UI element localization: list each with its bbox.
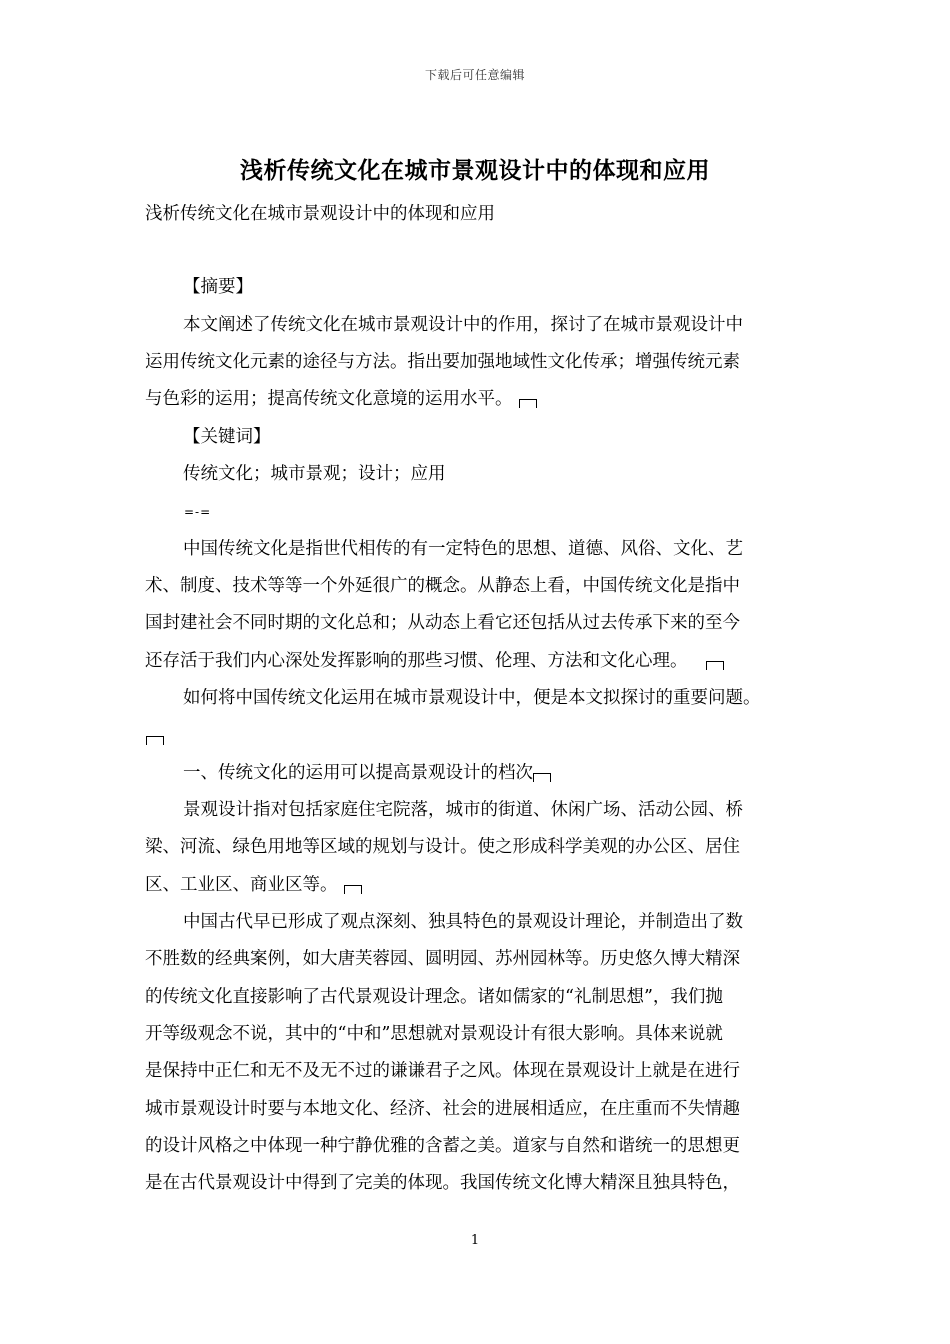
abstract-line-3-text: 与色彩的运用；提高传统文化意境的运用水平。 (145, 389, 513, 409)
document-title: 浅析传统文化在城市景观设计中的体现和应用 (240, 157, 710, 184)
paragraph-mark-icon (533, 773, 551, 782)
abstract-heading: 【摘要】 (183, 277, 253, 297)
section1-para1-line-3 (145, 873, 362, 897)
separator-mark: =-= (184, 505, 212, 519)
intro-line-4 (145, 649, 724, 673)
section1-heading-text: 一、传统文化的运用可以提高景观设计的档次 (183, 763, 533, 783)
paragraph-mark-icon (146, 736, 164, 745)
keywords-text: 传统文化；城市景观；设计；应用 (183, 464, 446, 484)
section1-para2-line-8: 是在古代景观设计中得到了完美的体现。我国传统文化博大精深且独具特色， (145, 1173, 740, 1193)
section1-heading (183, 761, 551, 785)
page-number: 1 (470, 1233, 480, 1248)
abstract-line-2: 运用传统文化元素的途径与方法。指出要加强地域性文化传承；增强传统元素 (145, 352, 740, 372)
paragraph-mark-icon (706, 661, 724, 670)
paragraph-mark-icon (519, 399, 537, 408)
section1-para1-line-2: 梁、河流、绿色用地等区域的规划与设计。使之形成科学美观的办公区、居住 (145, 837, 740, 857)
intro-line-4-text: 还存活于我们内心深处发挥影响的那些习惯、伦理、方法和文化心理。 (145, 651, 688, 671)
section1-para2-line-3: 的传统文化直接影响了古代景观设计理念。诸如儒家的“礼制思想”，我们抛 (145, 987, 723, 1007)
paragraph-mark-icon (344, 885, 362, 894)
intro-line-1: 中国传统文化是指世代相传的有一定特色的思想、道德、风俗、文化、艺 (183, 539, 743, 559)
section1-para2-line-5: 是保持中正仁和无不及无不过的谦谦君子之风。体现在景观设计上就是在进行 (145, 1061, 740, 1081)
document-subtitle: 浅析传统文化在城市景观设计中的体现和应用 (145, 204, 495, 224)
question-line: 如何将中国传统文化运用在城市景观设计中，便是本文拟探讨的重要问题。 (183, 688, 761, 708)
section1-para2-line-4: 开等级观念不说，其中的“中和”思想就对景观设计有很大影响。具体来说就 (145, 1024, 723, 1044)
abstract-line-3 (145, 387, 537, 411)
keywords-heading: 【关键词】 (183, 427, 271, 447)
section1-para2-line-7: 的设计风格之中体现一种宁静优雅的含蓄之美。道家与自然和谐统一的思想更 (145, 1136, 740, 1156)
intro-line-3: 国封建社会不同时期的文化总和；从动态上看它还包括从过去传承下来的至今 (145, 613, 740, 633)
section1-para2-line-6: 城市景观设计时要与本地文化、经济、社会的进展相适应，在庄重而不失情趣 (145, 1099, 740, 1119)
section1-para1-line-1: 景观设计指对包括家庭住宅院落，城市的街道、休闲广场、活动公园、桥 (183, 800, 743, 820)
abstract-line-1: 本文阐述了传统文化在城市景观设计中的作用，探讨了在城市景观设计中 (183, 315, 743, 335)
header-note: 下载后可任意编辑 (424, 68, 525, 82)
section1-para1-line-3-text: 区、工业区、商业区等。 (145, 875, 338, 895)
section1-para2-line-2: 不胜数的经典案例，如大唐芙蓉园、圆明园、苏州园林等。历史悠久博大精深 (145, 949, 740, 969)
intro-line-2: 术、制度、技术等等一个外延很广的概念。从静态上看，中国传统文化是指中 (145, 576, 740, 596)
section1-para2-line-1: 中国古代早已形成了观点深刻、独具特色的景观设计理论，并制造出了数 (183, 912, 743, 932)
